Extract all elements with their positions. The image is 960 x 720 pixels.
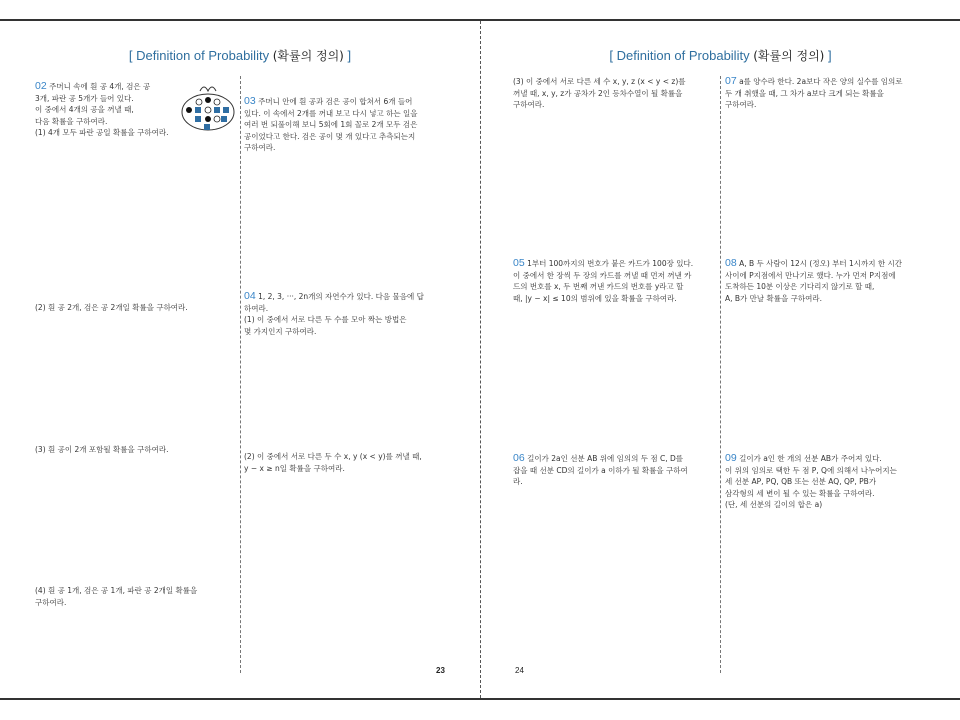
question-line: 이 위의 임의로 택한 두 점 P, Q에 의해서 나누어지는 (725, 465, 897, 475)
right-page (481, 21, 960, 698)
question-line: 다음 확률을 구하여라. (35, 116, 108, 126)
question-number: 02 (35, 80, 47, 92)
question-8 (725, 258, 930, 304)
question-line: 삼각형의 세 변이 될 수 있는 확률을 구하여라. (725, 488, 875, 498)
question-line: 공이었다고 한다. 검은 공이 몇 개 있다고 추측되는지 (244, 131, 416, 141)
question-line: 길이가 2a인 선분 AB 위에 임의의 두 점 C, D를 (527, 454, 684, 463)
question-part: y − x ≥ n일 확률을 구하여라. (244, 463, 345, 473)
question-part: (4) 흰 공 1개, 검은 공 1개, 파란 공 2개일 확률을 (35, 586, 198, 595)
question-line: 구하여라. (725, 100, 757, 109)
black-ball (186, 107, 192, 113)
page-number: 24 (515, 666, 524, 675)
question-4-part-2 (244, 451, 454, 474)
question-line: A, B 두 사람이 12시 (정오) 부터 1시까지 한 시간 (739, 259, 903, 268)
blue-ball (221, 116, 227, 122)
white-ball (196, 99, 202, 105)
blue-ball (204, 124, 210, 130)
column-divider (720, 76, 721, 673)
question-line: 잡을 때 선분 CD의 길이가 a 이하가 될 확률을 구하여 (513, 465, 688, 475)
question-line: 1, 2, 3, ···, 2n개의 자연수가 있다. 다음 물음에 답 (258, 292, 424, 301)
question-line: 두 개 취했을 때, 그 차가 a보다 크게 되는 확률을 (725, 88, 884, 98)
question-7 (725, 76, 930, 111)
question-number: 04 (244, 290, 256, 302)
title-close: ] (347, 48, 352, 63)
question-9 (725, 453, 930, 511)
title-close: ] (827, 48, 832, 63)
question-2-part-3: (3) 흰 공이 2개 포함될 확률을 구하여라. (35, 445, 169, 454)
question-line: 1부터 100까지의 번호가 붙은 카드가 100장 있다. (527, 259, 694, 268)
question-line: 주머니 안에 흰 공과 검은 공이 합쳐서 6개 들어 (258, 97, 413, 106)
left-page (0, 21, 480, 698)
question-part: (1) 4개 모두 파란 공일 확률을 구하여라. (35, 128, 169, 137)
question-3 (244, 96, 454, 154)
question-part: 몇 가지인지 구하여라. (244, 326, 317, 336)
question-5 (513, 258, 718, 304)
question-4-part-3 (513, 76, 713, 111)
title-en: [ Definition of Probability (128, 48, 270, 63)
question-line: 하여라. (244, 303, 269, 313)
black-ball (205, 97, 211, 103)
question-2-part-2: (2) 흰 공 2개, 검은 공 2개일 확률을 구하여라. (35, 303, 188, 312)
question-line: 이 중에서 4개의 공을 꺼낼 때, (35, 105, 134, 114)
question-line: 라. (513, 477, 523, 486)
column-divider (240, 76, 241, 673)
white-ball (205, 107, 211, 113)
title-ko: (확률의 정의) (753, 49, 825, 63)
question-6 (513, 453, 718, 488)
question-line: a를 양수라 한다. 2a보다 작은 양의 실수를 임의로 (739, 77, 903, 86)
question-number: 06 (513, 452, 525, 464)
question-line: 구하여라. (244, 143, 276, 152)
question-line: 이 중에서 한 장씩 두 장의 카드를 꺼낼 때 먼저 꺼낸 카 (513, 270, 692, 280)
question-number: 09 (725, 452, 737, 464)
title-ko: (확률의 정의) (272, 49, 344, 63)
question-2-part-4 (35, 585, 235, 608)
question-line: 있다. 이 속에서 2개를 꺼내 보고 다시 넣고 하는 일을 (244, 108, 418, 118)
question-line: 세 선분 AP, PQ, QB 또는 선분 AQ, QP, PB가 (725, 477, 877, 486)
question-line: 도착하든 10분 이상은 기다리지 않기로 할 때, (725, 282, 875, 291)
page-number: 23 (436, 666, 445, 675)
ball-pouch-illustration (180, 81, 238, 133)
question-line: (단, 세 선분의 길이의 합은 a) (725, 500, 823, 509)
page-title (481, 47, 960, 64)
question-line: 사이에 P지점에서 만나기로 했다. 누가 먼저 P지점에 (725, 270, 896, 280)
blue-ball (214, 107, 220, 113)
bottom-rule (0, 698, 960, 700)
question-number: 03 (244, 95, 256, 107)
question-line: 길이가 a인 한 개의 선분 AB가 주어져 있다. (739, 454, 882, 463)
question-line: A, B가 만날 확률을 구하여라. (725, 293, 823, 303)
question-number: 08 (725, 257, 737, 269)
blue-ball (223, 107, 229, 113)
question-line: 3개, 파란 공 5개가 들어 있다. (35, 93, 134, 103)
page-title (0, 47, 480, 64)
question-4 (244, 291, 454, 337)
black-ball (205, 116, 211, 122)
white-ball (214, 99, 220, 105)
question-part: (2) 이 중에서 서로 다른 두 수 x, y (x < y)를 꺼낼 때, (244, 452, 422, 461)
question-number: 07 (725, 75, 737, 87)
question-2 (35, 81, 180, 139)
blue-ball (195, 116, 201, 122)
blue-ball (195, 107, 201, 113)
white-ball (214, 116, 220, 122)
question-line: 주머니 속에 흰 공 4개, 검은 공 (49, 82, 151, 91)
question-line: 때, |y − x| ≤ 10의 범위에 있을 확률을 구하여라. (513, 293, 677, 303)
question-part: 꺼낼 때, x, y, z가 공차가 2인 등차수열이 될 확률을 (513, 88, 683, 98)
question-line: 드의 번호를 x, 두 번째 꺼낸 카드의 번호를 y라고 할 (513, 282, 684, 291)
question-part: 구하여라. (513, 100, 545, 109)
question-part: (1) 이 중에서 서로 다른 두 수를 모아 짝는 방법은 (244, 315, 407, 324)
question-part: (3) 이 중에서 서로 다른 세 수 x, y, z (x < y < z)를 (513, 77, 686, 86)
question-line: 여러 번 되풀이해 보니 5회에 1회 꼴로 2개 모두 검은 (244, 120, 418, 129)
question-part: 구하여라. (35, 597, 67, 607)
title-en: [ Definition of Probability (609, 48, 750, 63)
question-number: 05 (513, 257, 525, 269)
